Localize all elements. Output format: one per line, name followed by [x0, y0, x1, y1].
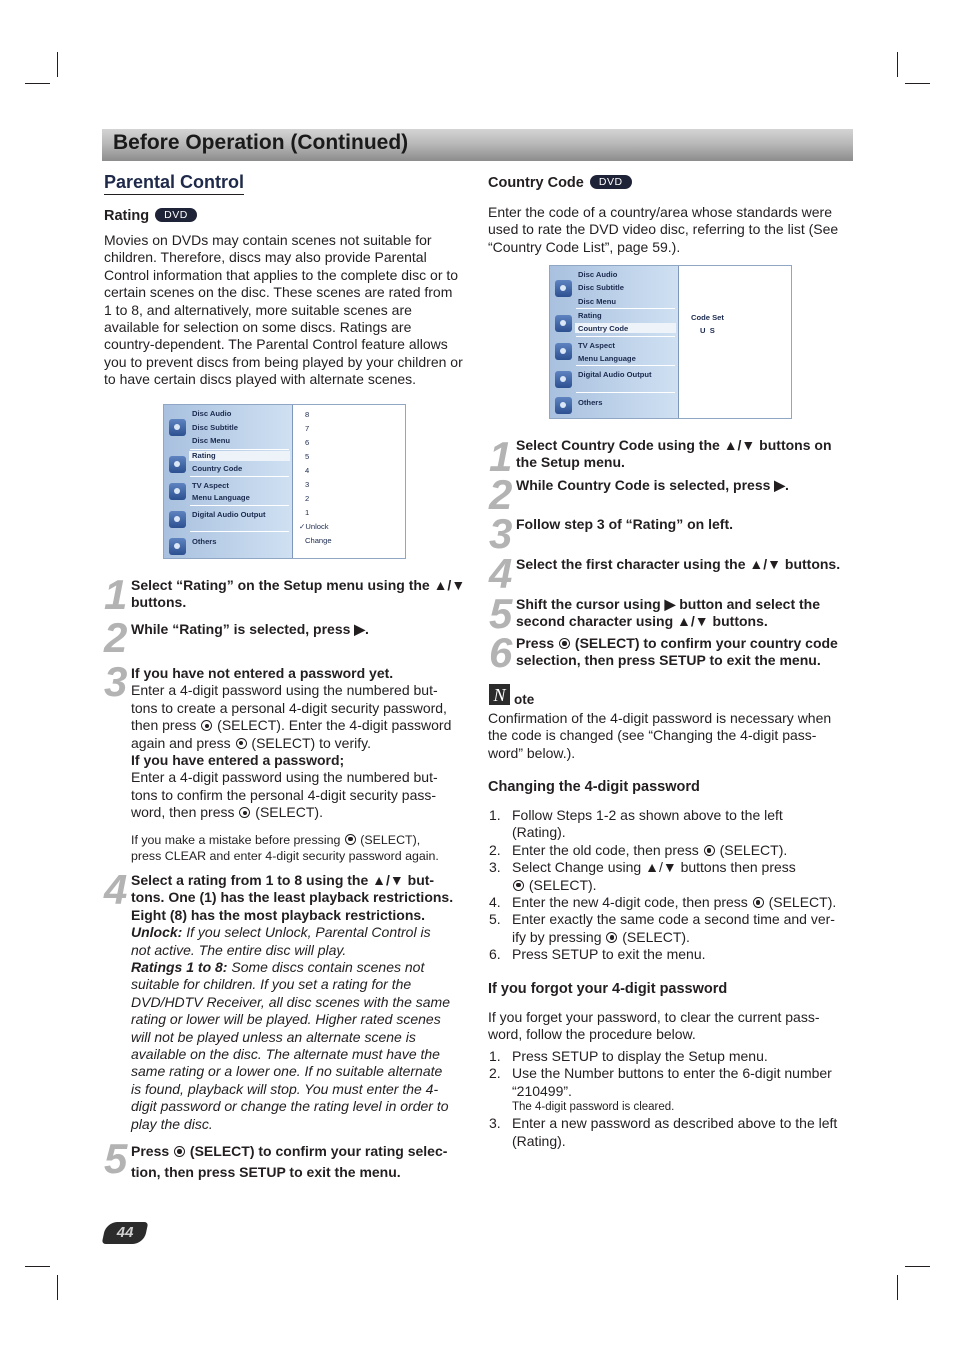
select-button-icon	[239, 807, 250, 818]
select-button-icon	[345, 834, 356, 845]
others-icon	[169, 538, 186, 555]
crop-mark	[897, 1275, 898, 1300]
page-number: 44	[116, 1224, 134, 1241]
step-text: Follow step 3 of “Rating” on left.	[516, 516, 733, 532]
menu-item-others[interactable]: Others	[192, 537, 217, 546]
menu-item-tv-aspect[interactable]: TV Aspect	[192, 481, 229, 490]
header-bar	[102, 129, 853, 161]
list-item	[489, 859, 854, 894]
step-text: If you have not entered a password yet. Enter a 4-digit password using the numbered but- tons to create a personal 4-digit security password, then press (SELECT). Enter the 4-digit password again and press (SELECT) to verify. If you have entered a password; Enter a 4-digit password using the numbered but- tons to confirm the personal 4-digit security pass- word, then press (SELECT). If you make a mistake before pressing (SELECT), press CLEAR and enter 4-digit security password again.	[131, 665, 452, 863]
rating-option[interactable]: 2	[305, 494, 310, 503]
menu-item-disc-audio[interactable]: Disc Audio	[578, 270, 618, 279]
forgot-password-intro: If you forget your password, to clear the current pass-word, follow the procedure below.	[488, 1009, 820, 1043]
crop-mark	[905, 83, 930, 84]
dvd-badge: DVD	[155, 208, 197, 222]
code-set-label: Code Set	[691, 313, 724, 322]
select-button-icon	[513, 880, 524, 891]
menu-item-disc-menu[interactable]: Disc Menu	[192, 436, 230, 445]
menu-item-country-code[interactable]: Country Code	[578, 324, 629, 333]
step-number: 2	[489, 471, 513, 518]
note-text: Confirmation of the 4-digit password is necessary when the code is changed (see “Changing the 4-digit pass-word” below.).	[488, 710, 832, 761]
dvd-badge: DVD	[590, 175, 632, 189]
note-icon: N	[489, 684, 510, 705]
list-item	[489, 911, 854, 946]
lock-icon	[169, 456, 186, 473]
tv-icon	[555, 343, 572, 360]
rating-option[interactable]: 8	[305, 410, 310, 419]
step-number: 4	[104, 866, 128, 913]
setup-menu-rating	[163, 404, 406, 559]
list-item	[489, 946, 854, 963]
change-password-list	[489, 807, 854, 964]
rating-heading	[104, 208, 197, 224]
step-text: Press (SELECT) to confirm your country code selection, then press SETUP to exit the menu.	[516, 635, 838, 669]
list-item-number: 1.	[489, 1048, 501, 1064]
rating-intro: Movies on DVDs may contain scenes not suitable for children. Therefore, discs may also provide Parental Control information that applies to the complete disc or to certain scenes on the disc. These scenes are rated from 1 to 8, and alternatively, more suitable scenes are available for selection on some discs. Ratings are country-dependent. The Parental Control feature allows you to prevent discs from being played by your children or to have certain discs played with alternate scenes.	[104, 232, 463, 388]
rating-option-change[interactable]: Change	[305, 536, 332, 545]
list-item-number: 4.	[489, 894, 501, 911]
select-button-icon	[174, 1146, 185, 1157]
list-item	[489, 894, 854, 911]
change-password-title: Changing the 4-digit password	[488, 779, 700, 795]
menu-item-disc-audio[interactable]: Disc Audio	[192, 409, 232, 418]
step-number: 2	[104, 614, 128, 661]
step-text: Select Country Code using the ▲/▼ buttons on the Setup menu.	[516, 437, 832, 471]
lock-icon	[555, 315, 572, 332]
country-code-title: Country Code	[488, 175, 584, 191]
menu-item-disc-subtitle[interactable]: Disc Subtitle	[192, 423, 238, 432]
list-item-text: Press SETUP to exit the menu.	[512, 946, 706, 963]
rating-title: Rating	[104, 208, 150, 224]
step-text: Press (SELECT) to confirm your rating selec- tion, then press SETUP to exit the menu.	[131, 1143, 448, 1180]
menu-item-rating[interactable]: Rating	[578, 311, 602, 320]
speaker-icon	[169, 511, 186, 528]
select-button-icon	[606, 932, 617, 943]
speaker-icon	[555, 371, 572, 388]
rating-option-unlock[interactable]	[299, 522, 329, 531]
step-number: 3	[104, 658, 128, 705]
page-number-badge	[102, 1222, 149, 1244]
menu-item-disc-menu[interactable]: Disc Menu	[578, 297, 616, 306]
list-item-number: 5.	[489, 911, 501, 928]
country-code-intro: Enter the code of a country/area whose standards were used to rate the DVD video disc, referring to the list (See “Country Code List”, page 59.).	[488, 204, 839, 255]
code-set-value[interactable]: U S	[700, 326, 715, 335]
menu-item-disc-subtitle[interactable]: Disc Subtitle	[578, 283, 624, 292]
list-item	[489, 1048, 854, 1065]
list-item	[489, 1065, 854, 1115]
list-item-number: 3.	[489, 859, 501, 876]
disc-icon	[555, 280, 572, 297]
step-text: Shift the cursor using ▶ button and select the second character using ▲/▼ buttons.	[516, 596, 821, 630]
menu-sidebar	[164, 405, 293, 558]
list-item-text: Enter the old code, then press (SELECT).	[512, 841, 788, 858]
crop-mark	[905, 1266, 930, 1267]
list-item	[489, 1115, 854, 1150]
crop-mark	[897, 52, 898, 77]
list-item-text: Follow Steps 1-2 as shown above to the left (Rating).	[512, 807, 783, 841]
forgot-password-title: If you forgot your 4-digit password	[488, 981, 728, 997]
crop-mark	[25, 1266, 50, 1267]
list-item-number: 2.	[489, 1065, 501, 1082]
setup-menu-country-code	[549, 265, 792, 419]
step-number: 4	[489, 550, 513, 597]
unlock-label: Unlock	[305, 522, 329, 531]
select-button-icon	[236, 738, 247, 749]
rating-option[interactable]: 1	[305, 508, 310, 517]
menu-item-tv-aspect[interactable]: TV Aspect	[578, 341, 615, 350]
note-label: ote	[514, 692, 535, 707]
rating-option[interactable]: 4	[305, 466, 310, 475]
select-button-icon	[753, 897, 764, 908]
list-item-text: Press SETUP to display the Setup menu.	[512, 1048, 768, 1064]
rating-option[interactable]: 6	[305, 438, 310, 447]
menu-item-menu-language[interactable]: Menu Language	[578, 354, 636, 363]
step-number: 5	[489, 590, 513, 637]
menu-item-rating[interactable]: Rating	[192, 451, 216, 460]
rating-option[interactable]: 7	[305, 424, 310, 433]
rating-option[interactable]: 3	[305, 480, 310, 489]
crop-mark	[57, 52, 58, 77]
step-text: While Country Code is selected, press ▶.	[516, 477, 789, 493]
step-number: 5	[104, 1135, 128, 1182]
menu-item-country-code[interactable]: Country Code	[192, 464, 243, 473]
list-item	[489, 807, 854, 842]
forgot-password-list	[489, 1048, 854, 1150]
tv-icon	[169, 483, 186, 500]
list-item-text: Enter a new password as described above to the left (Rating).	[512, 1115, 838, 1149]
crop-mark	[25, 83, 50, 84]
list-item	[489, 842, 854, 859]
checkmark-icon: ✓	[299, 522, 306, 531]
menu-item-digital-audio-output[interactable]: Digital Audio Output	[192, 510, 266, 519]
list-item-text: Use the Number buttons to enter the 6-digit number “210499”. The 4-digit password is cleared.	[512, 1065, 832, 1114]
list-item-number: 1.	[489, 807, 501, 823]
menu-sidebar	[550, 266, 679, 418]
list-item-number: 3.	[489, 1115, 501, 1132]
step-number: 1	[104, 571, 128, 618]
list-item-number: 2.	[489, 841, 501, 858]
disc-icon	[169, 419, 186, 436]
step-text: Select a rating from 1 to 8 using the ▲/▼ but- tons. One (1) has the least playback restrictions. Eight (8) has the most playback restrictions. Unlock: If you select Unlock, Parental Control is not active. The entire disc will play. Ratings 1 to 8: Some discs contain scenes not suitable for children. If you set a rating for the DVD/HDTV Receiver, all disc scenes with the same rating or lower will be played. Higher rated scenes will not be played unless an alternate scene is available on the disc. The alternate must have the same rating or a lower one. If no suitable alternate is found, playback will stop. You must enter the 4- digit password or change the rating level in order to play the disc.	[131, 872, 454, 1132]
step-number: 1	[489, 433, 513, 480]
section-title: Parental Control	[104, 172, 244, 195]
menu-item-menu-language[interactable]: Menu Language	[192, 493, 250, 502]
step-text: While “Rating” is selected, press ▶.	[131, 621, 369, 637]
list-item-text: Select Change using ▲/▼ buttons then press (SELECT).	[512, 859, 796, 893]
others-icon	[555, 397, 572, 414]
crop-mark	[57, 1275, 58, 1300]
page-title: Before Operation (Continued)	[113, 131, 409, 154]
select-button-icon	[704, 845, 715, 856]
menu-item-others[interactable]: Others	[578, 398, 603, 407]
list-item-text: Enter exactly the same code a second time and ver- ify by pressing (SELECT).	[512, 911, 835, 945]
step-number: 6	[489, 629, 513, 676]
step-number: 3	[489, 510, 513, 557]
step-text: Select the first character using the ▲/▼ buttons.	[516, 556, 841, 572]
list-item-text: Enter the new 4-digit code, then press (SELECT).	[512, 894, 837, 911]
step-text: Select “Rating” on the Setup menu using the ▲/▼ buttons.	[131, 577, 466, 611]
list-item-number: 6.	[489, 946, 501, 963]
select-button-icon	[201, 720, 212, 731]
country-code-heading	[488, 175, 632, 191]
rating-option[interactable]: 5	[305, 452, 310, 461]
select-button-icon	[559, 638, 570, 649]
menu-item-digital-audio-output[interactable]: Digital Audio Output	[578, 370, 652, 379]
